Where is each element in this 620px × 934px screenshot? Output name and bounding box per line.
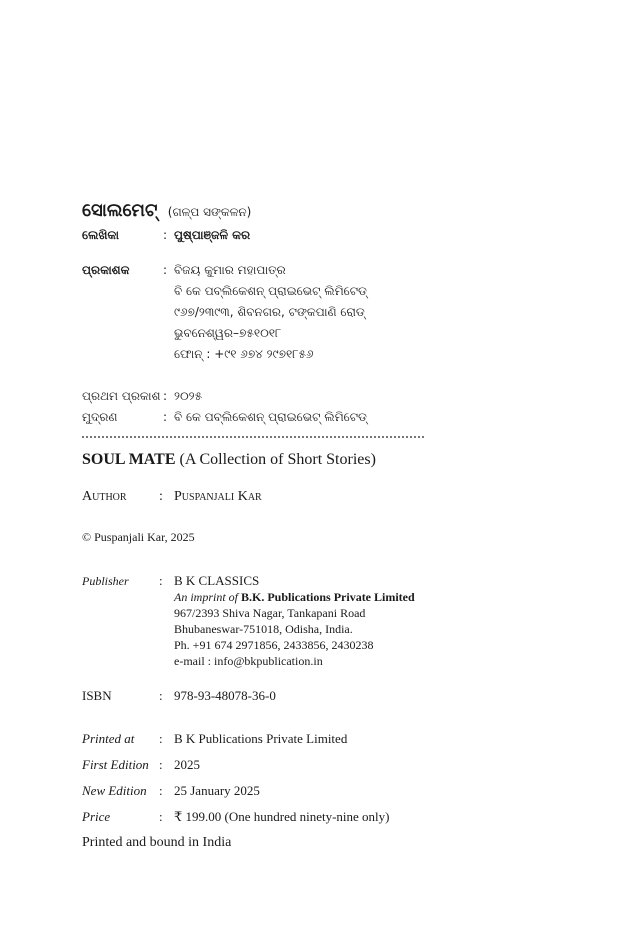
odia-first-pub-label: ପ୍ରଥମ ପ୍ରକାଶ bbox=[82, 389, 161, 403]
colon: : bbox=[159, 809, 163, 824]
odia-colon: : bbox=[163, 410, 168, 424]
author-label: Author bbox=[82, 489, 127, 504]
isbn-value: 978-93-48078-36-0 bbox=[174, 688, 276, 703]
price-label: Price bbox=[82, 809, 111, 824]
odia-publisher-label: ପ୍ରକାଶକ bbox=[82, 263, 130, 277]
english-book-title bbox=[82, 451, 376, 469]
publisher-email: e-mail : info@bkpublication.in bbox=[174, 654, 323, 668]
odia-printer-label: ମୁଦ୍ରଣ bbox=[82, 410, 118, 424]
dotted-divider bbox=[82, 436, 424, 438]
english-title-text: SOUL MATE bbox=[82, 451, 176, 468]
isbn-row bbox=[82, 688, 582, 704]
printed-at-row bbox=[82, 731, 582, 747]
imprint-line bbox=[174, 589, 415, 605]
publisher-name: B K CLASSICS bbox=[174, 573, 260, 588]
odia-first-pub-row bbox=[82, 389, 482, 405]
publisher-phone: Ph. +91 674 2971856, 2433856, 2430238 bbox=[174, 638, 374, 652]
odia-publisher-line: ଭୁବନେଶ୍ୱର–୭୫୧୦୧୮ bbox=[174, 326, 282, 340]
odia-book-title bbox=[82, 200, 251, 221]
imprint-name: B.K. Publications Private Limited bbox=[241, 590, 415, 604]
publisher-address-1: 967/2393 Shiva Nagar, Tankapani Road bbox=[174, 606, 366, 620]
isbn-label: ISBN bbox=[82, 688, 112, 703]
colon: : bbox=[159, 731, 163, 746]
colon: : bbox=[159, 783, 163, 798]
first-edition-row bbox=[82, 757, 582, 773]
new-edition-label: New Edition bbox=[82, 783, 147, 798]
odia-author-label: ଲେଖିକା bbox=[82, 228, 120, 242]
imprint-prefix: An imprint of bbox=[174, 590, 239, 604]
author-name: Puspanjali Kar bbox=[174, 489, 262, 504]
new-edition-row bbox=[82, 783, 582, 799]
odia-colon: : bbox=[163, 263, 168, 277]
odia-title-text: ସୋଲମେଟ୍ bbox=[82, 200, 158, 221]
price-row bbox=[82, 809, 582, 825]
odia-publisher-row bbox=[82, 263, 482, 373]
odia-printer-row bbox=[82, 410, 482, 426]
odia-author-value: ପୁଷ୍ପାଞ୍ଜଳି କର bbox=[174, 228, 251, 242]
odia-publisher-line: ବିଜୟ କୁମାର ମହାପାତ୍ର bbox=[174, 263, 286, 277]
printed-at-value: B K Publications Private Limited bbox=[174, 731, 348, 746]
odia-colon: : bbox=[163, 389, 168, 403]
printed-bound-line: Printed and bound in India bbox=[82, 835, 232, 850]
publisher-label: Publisher bbox=[82, 574, 129, 588]
english-subtitle: (A Collection of Short Stories) bbox=[179, 451, 376, 468]
colon: : bbox=[159, 688, 163, 703]
colon: : bbox=[159, 573, 163, 588]
odia-publisher-line: ୯୬୭/୨୩୯୩, ଶିବନଗର, ଟଙ୍କପାଣି ରୋଡ୍ bbox=[174, 305, 365, 319]
odia-first-pub-value: ୨୦୨୫ bbox=[174, 389, 203, 403]
first-edition-label: First Edition bbox=[82, 757, 149, 772]
odia-author-row bbox=[82, 228, 482, 244]
odia-subtitle: (ଗଳ୍ପ ସଙ୍କଳନ) bbox=[167, 205, 252, 219]
odia-publisher-line: ବି କେ ପବ୍ଲିକେଶନ୍ ପ୍ରାଇଭେଟ୍ ଲିମିଟେଡ୍ bbox=[174, 284, 367, 298]
publisher-address-2: Bhubaneswar-751018, Odisha, India. bbox=[174, 622, 353, 636]
colon: : bbox=[159, 757, 163, 772]
printed-at-label: Printed at bbox=[82, 731, 135, 746]
copyright-line: © Puspanjali Kar, 2025 bbox=[82, 530, 195, 544]
odia-printer-value: ବି କେ ପବ୍ଲିକେଶନ୍ ପ୍ରାଇଭେଟ୍ ଲିମିଟେଡ୍ bbox=[174, 410, 367, 424]
price-value: ₹ 199.00 (One hundred ninety-nine only) bbox=[174, 809, 390, 824]
publisher-block bbox=[82, 573, 582, 668]
odia-colon: : bbox=[163, 228, 168, 242]
first-edition-value: 2025 bbox=[174, 757, 200, 772]
odia-publisher-line: ଫୋନ୍ : +୯୧ ୬୭୪ ୨୯୭୧୮୫୬ bbox=[174, 347, 314, 361]
colon: : bbox=[159, 489, 163, 504]
new-edition-value: 25 January 2025 bbox=[174, 783, 260, 798]
